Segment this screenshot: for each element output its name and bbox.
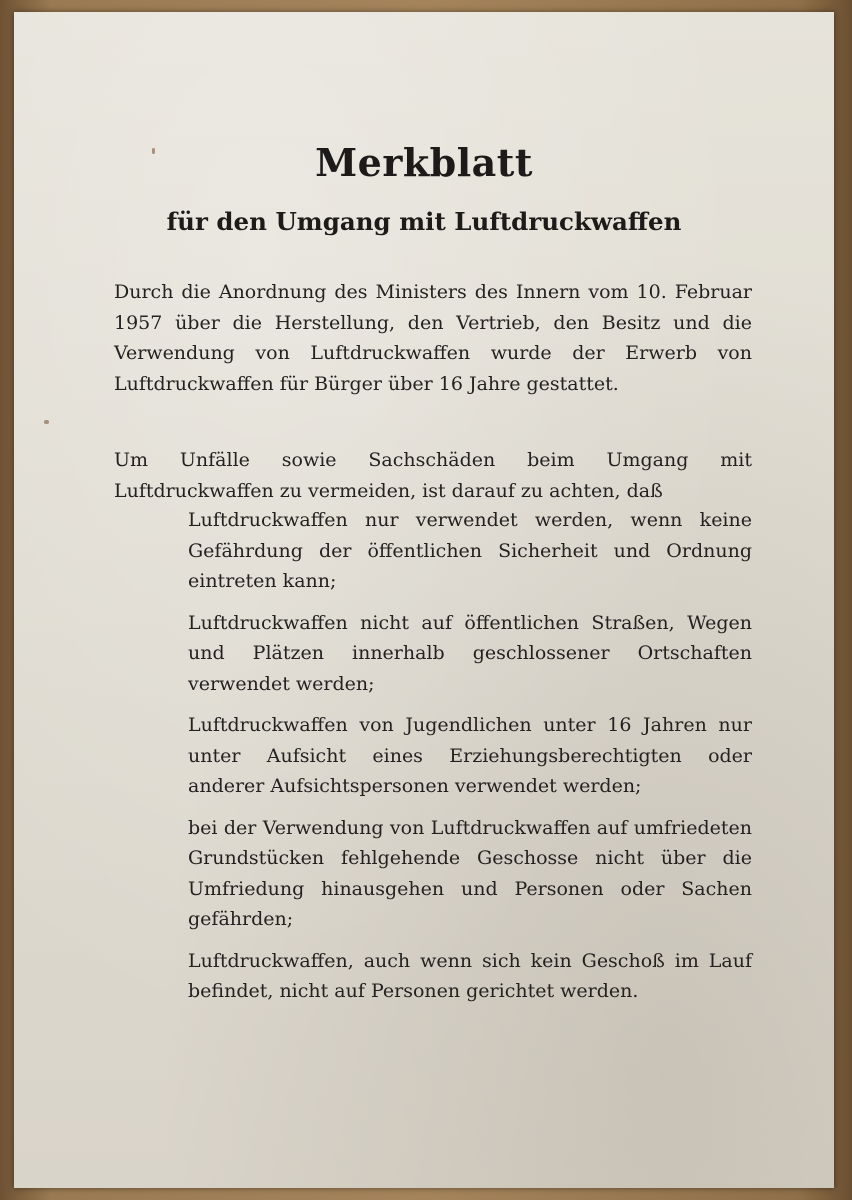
paper-speck xyxy=(44,420,49,424)
conditions-list xyxy=(188,505,752,1018)
condition-item: Luftdruckwaffen von Jugendlichen unter 16 Jahren nur unter Aufsicht eines Erziehungsberechtigten oder anderer Aufsichtspersonen verwendet werden; xyxy=(188,714,752,797)
document-subtitle: für den Umgang mit Luftdruckwaffen xyxy=(166,207,682,236)
paper-sheet xyxy=(14,12,834,1188)
lead-paragraph: Um Unfälle sowie Sachschäden beim Umgang mit Luftdruckwaffen zu vermeiden, ist darauf zu achten, daß xyxy=(114,449,752,502)
condition-item: Luftdruckwaffen nur verwendet werden, wenn keine Gefährdung der öffentlichen Sicherheit und Ordnung eintreten kann; xyxy=(188,509,752,592)
condition-item: Luftdruckwaffen, auch wenn sich kein Geschoß im Lauf befindet, nicht auf Personen gerichtet werden. xyxy=(188,949,752,1002)
intro-paragraph: Durch die Anordnung des Ministers des Innern vom 10. Februar 1957 über die Herstellung, den Vertrieb, den Besitz und die Verwendung von Luftdruckwaffen wurde der Erwerb von Luftdruckwaffen für Bürger über 16 Jahre gestattet. xyxy=(114,281,752,395)
document-title: Merkblatt xyxy=(315,140,533,185)
condition-item: Luftdruckwaffen nicht auf öffentlichen Straßen, Wegen und Plätzen innerhalb geschlossener Ortschaften verwendet werden; xyxy=(188,611,752,695)
condition-item: bei der Verwendung von Luftdruckwaffen auf umfriedeten Grundstücken fehlgehende Geschosse nicht über die Umfriedung hinausgehen und Personen oder Sachen gefährden; xyxy=(188,816,752,930)
